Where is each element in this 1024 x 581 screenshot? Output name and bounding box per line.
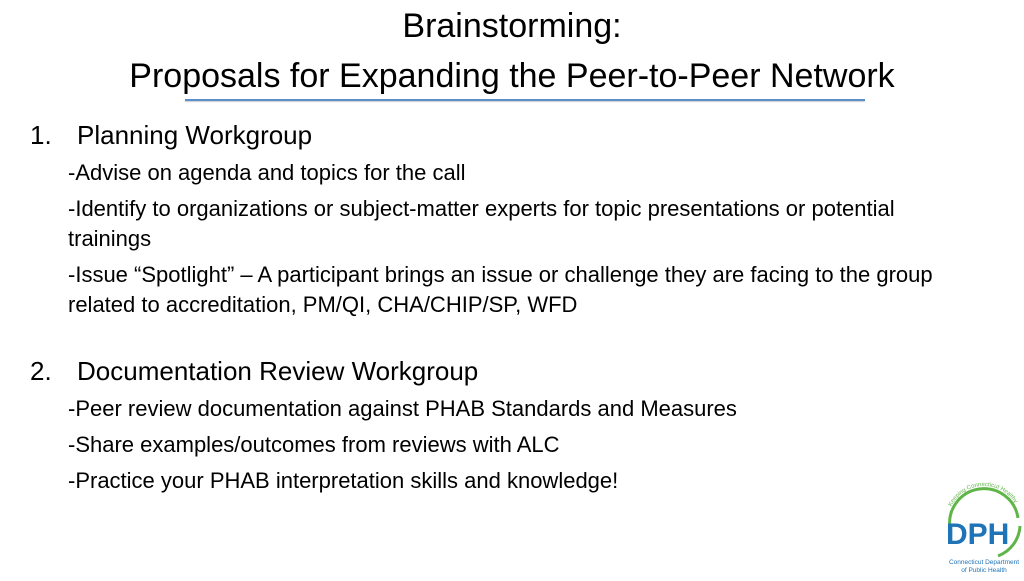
- section-2-item-3: -Practice your PHAB interpretation skills and knowledge!: [68, 468, 619, 493]
- logo-caption-line-2: of Public Health: [961, 567, 1007, 574]
- slide-title-line-2: Proposals for Expanding the Peer-to-Peer Network: [129, 57, 895, 95]
- section-1-number: 1.: [30, 120, 52, 150]
- slide-title-line-1: Brainstorming:: [402, 7, 622, 45]
- title-underline: [185, 99, 865, 101]
- section-1-title: Planning Workgroup: [77, 120, 313, 150]
- logo-caption-line-1: Connecticut Department: [948, 559, 1020, 566]
- slide-body: [30, 118, 950, 496]
- section-2-item-2: -Share examples/outcomes from reviews with ALC: [68, 432, 560, 457]
- section-2-title: Documentation Review Workgroup: [77, 356, 479, 386]
- dph-logo: [938, 478, 1024, 576]
- section-2-item-1: -Peer review documentation against PHAB Standards and Measures: [68, 396, 737, 421]
- section-spacer: [30, 320, 950, 354]
- section-1-item-2: -Identify to organizations or subject-matter experts for topic presentations or potential trainings: [68, 196, 895, 251]
- section-1-item-1: -Advise on agenda and topics for the call: [68, 160, 466, 185]
- section-2-heading: [30, 354, 950, 388]
- section-1-heading: [30, 118, 950, 152]
- logo-arc-text: Keeping Connecticut Healthy: [947, 481, 1019, 508]
- section-1-item-3: -Issue “Spotlight” – A participant brings an issue or challenge they are facing to the group related to accreditation, PM/QI, CHA/CHIP/SP, WFD: [68, 262, 933, 317]
- dph-logo-icon: [938, 478, 1024, 576]
- logo-letters: DPH: [946, 518, 1010, 551]
- section-2-number: 2.: [30, 356, 52, 386]
